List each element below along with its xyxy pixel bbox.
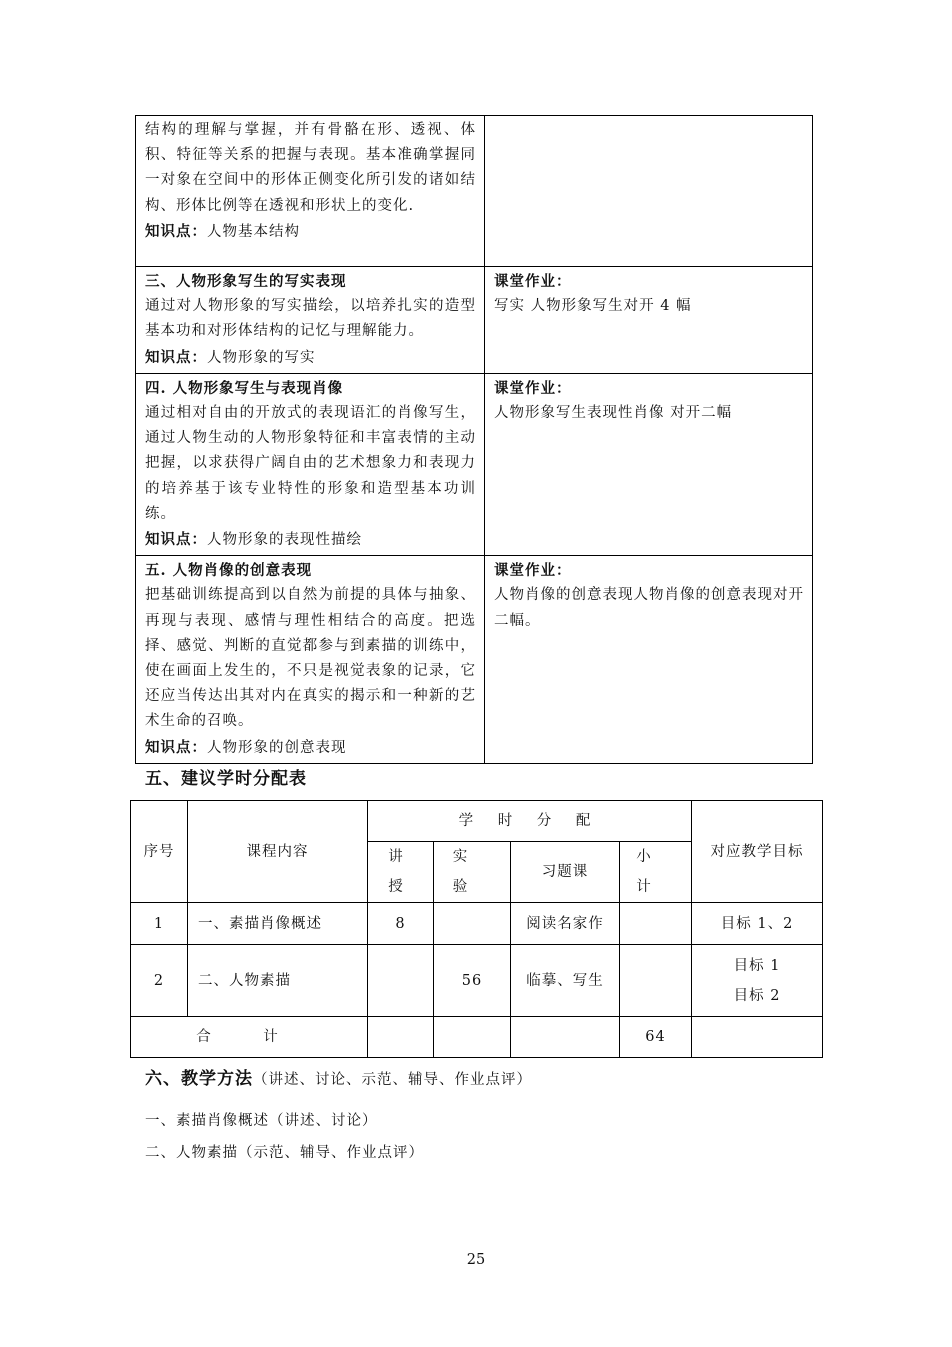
homework-value: 人物肖像的创意表现人物肖像的创意表现对开二幅。	[494, 587, 804, 629]
total-row	[131, 1017, 823, 1058]
cell-exercise: 临摹、写生	[511, 945, 620, 1017]
header-goal: 对应教学目标	[692, 801, 823, 903]
section-heading: 六、教学方法（讲述、讨论、示范、辅导、作业点评）	[145, 1069, 532, 1089]
content-cell	[136, 267, 485, 374]
cell-experiment: 56	[434, 945, 511, 1017]
course-content-table	[135, 115, 813, 764]
header-exercise: 习题课	[511, 842, 620, 903]
content-row	[136, 556, 813, 764]
total-label: 合 计	[131, 1017, 368, 1058]
content-row	[136, 373, 813, 555]
homework-cell	[485, 373, 813, 555]
header-experiment: 实 验	[434, 842, 511, 903]
header-seq: 序号	[131, 801, 188, 903]
homework-label: 课堂作业：	[494, 379, 572, 397]
cell-content: 一、素描肖像概述	[188, 903, 368, 945]
cell-lecture	[368, 945, 434, 1017]
header-subtotal: 小 计	[620, 842, 692, 903]
header-lecture: 讲 授	[368, 842, 434, 903]
knowledge-point: 知识点：人物形象的写实	[145, 348, 316, 366]
knowledge-point: 知识点：人物形象的创意表现	[145, 738, 347, 756]
table-row	[131, 945, 823, 1017]
method-item: 一、素描肖像概述（讲述、讨论）	[145, 1113, 378, 1129]
header-row	[131, 801, 823, 842]
section-title: 五. 人物肖像的创意表现	[145, 562, 313, 580]
hours-allocation-table	[130, 800, 823, 1058]
cell-goal	[692, 1017, 823, 1058]
homework-cell	[485, 556, 813, 764]
knowledge-point: 知识点：人物基本结构	[145, 222, 300, 240]
homework-cell	[485, 116, 813, 267]
cell-exercise: 阅读名家作	[511, 903, 620, 945]
section-title: 三、人物形象写生的写实表现	[145, 273, 347, 290]
content-body: 通过对人物形象的写实描绘，以培养扎实的造型基本功和对形体结构的记忆与理解能力。	[145, 298, 476, 340]
content-row	[136, 267, 813, 374]
total-subtotal: 64	[620, 1017, 692, 1058]
homework-value: 写实 人物形象写生对开 4 幅	[494, 298, 692, 315]
content-row	[136, 116, 813, 267]
section-heading-note: （讲述、讨论、示范、辅导、作业点评）	[253, 1072, 532, 1088]
cell-subtotal	[620, 945, 692, 1017]
section-heading: 五、建议学时分配表	[145, 769, 307, 789]
page-number: 25	[466, 1252, 486, 1268]
cell-seq: 2	[131, 945, 188, 1017]
knowledge-point: 知识点：人物形象的表现性描绘	[145, 531, 362, 549]
method-item: 二、人物素描（示范、辅导、作业点评）	[145, 1145, 424, 1161]
content-body: 把基础训练提高到以自然为前提的具体与抽象、再现与表现、感情与理性相结合的高度。把选择、感觉、判断的直觉都参与到素描的训练中，使在画面上发生的，不只是视觉表象的记录，它还应当传达出其对内在真实的揭示和一种新的艺术生命的召唤。	[145, 587, 476, 730]
cell-experiment	[434, 903, 511, 945]
table-row	[131, 903, 823, 945]
cell-lecture	[368, 1017, 434, 1058]
cell-goal: 目标 1 目标 2	[692, 945, 823, 1017]
homework-label: 课堂作业：	[494, 562, 572, 580]
cell-goal: 目标 1、2	[692, 903, 823, 945]
cell-experiment	[434, 1017, 511, 1058]
cell-lecture: 8	[368, 903, 434, 945]
homework-value: 人物形象写生表现性肖像 对开二幅	[494, 405, 733, 422]
content-body: 通过相对自由的开放式的表现语汇的肖像写生，通过人物生动的人物形象特征和丰富表情的主动把握，以求获得广阔自由的艺术想象力和表现力的培养基于该专业特性的形象和造型基本功训练。	[145, 405, 476, 522]
cell-subtotal	[620, 903, 692, 945]
content-body: 结构的理解与掌握，并有骨骼在形、透视、体积、特征等关系的把握与表现。基本准确掌握同一对象在空间中的形体正侧变化所引发的诸如结构、形体比例等在透视和形状上的变化.	[145, 122, 476, 214]
homework-label: 课堂作业：	[494, 273, 572, 290]
content-cell	[136, 556, 485, 764]
cell-exercise	[511, 1017, 620, 1058]
cell-content: 二、人物素描	[188, 945, 368, 1017]
section-title: 四. 人物形象写生与表现肖像	[145, 379, 344, 397]
content-cell	[136, 373, 485, 555]
header-content: 课程内容	[188, 801, 368, 903]
header-allocation: 学 时 分 配	[368, 801, 692, 842]
cell-seq: 1	[131, 903, 188, 945]
homework-cell	[485, 267, 813, 374]
content-cell	[136, 116, 485, 267]
